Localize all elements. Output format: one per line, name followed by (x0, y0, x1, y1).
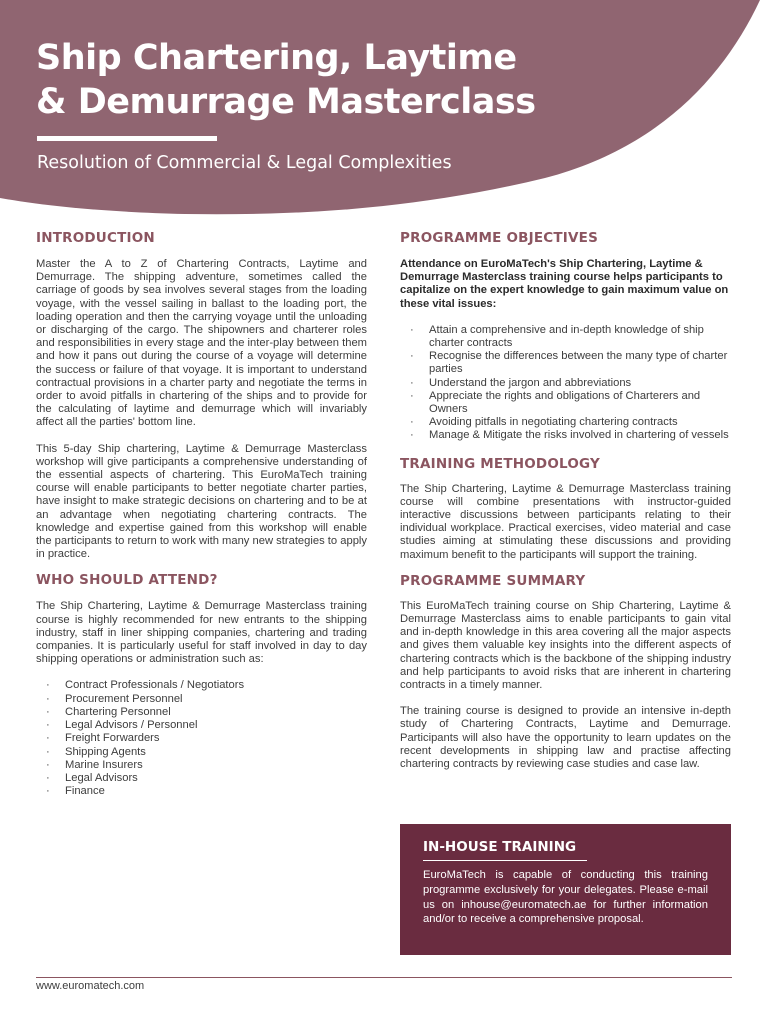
programme-objectives-lead: Attendance on EuroMaTech's Ship Chartering, Laytime & Demurrage Masterclass training course helps participants to capitalize on the expert knowledge to gain maximum value on these vital issues: (400, 258, 729, 310)
title-underline (37, 136, 217, 141)
page-subtitle: Resolution of Commercial & Legal Complexities (37, 153, 452, 173)
training-methodology-paragraph: The Ship Chartering, Laytime & Demurrage Masterclass training course will combine presentations with instructor-guided interactive discussions between participants relating to their individual workplace. Practical exercises, video material and case studies aiming at stimulating these discussions and providing maximum benefit to the participants will support the training. (400, 482, 731, 561)
list-item: · Manage & Mitigate the risks involved in chartering of vessels (400, 429, 731, 442)
who-should-attend-heading: WHO SHOULD ATTEND? (36, 572, 218, 589)
list-item: · Legal Advisors (36, 772, 367, 785)
list-item: · Appreciate the rights and obligations of Charterers and Owners (400, 390, 731, 416)
list-item: · Understand the jargon and abbreviations (400, 377, 731, 390)
introduction-paragraph-1: Master the A to Z of Chartering Contracts, Laytime and Demurrage. The shipping adventure, sometimes called the carriage of goods by sea involves several stages from the loading voyage, with the vessel sailing in ballast to the loading port, the loading operation and then the carrying voyage until the unloading or discharging of the cargo. The shipowners and charterer roles and responsibilities in every stage and the inter-play between them and how it pans out during the course of a voyage will determine the success or failure of that voyage. It is important to understand contractual provisions in a charter party and negotiate the terms in order to avoid pitfalls in chartering of the ships and to provide for the calculating of laytime and demurrage which will invariably affect all the parties' bottom line. (36, 258, 367, 429)
list-item: · Chartering Personnel (36, 706, 367, 719)
inhouse-training-box (400, 824, 731, 955)
who-should-attend-paragraph: The Ship Chartering, Laytime & Demurrage Masterclass training course is highly recommended for new entrants to the shipping industry, staff in liner shipping companies, chartering and trading companies. It is particularly useful for staff involved in day to day shipping operations or administration such as: (36, 600, 367, 666)
programme-summary-heading: PROGRAMME SUMMARY (400, 572, 586, 589)
left-column (36, 229, 367, 798)
training-methodology-heading: TRAINING METHODOLOGY (400, 455, 600, 472)
list-item: · Avoiding pitfalls in negotiating chartering contracts (400, 416, 731, 429)
inhouse-heading-underline (423, 860, 587, 861)
list-item: · Finance (36, 785, 367, 798)
list-item: · Recognise the differences between the many type of charter parties (400, 350, 731, 376)
list-item: · Marine Insurers (36, 759, 367, 772)
programme-objectives-heading: PROGRAMME OBJECTIVES (400, 230, 599, 246)
inhouse-training-text: EuroMaTech is capable of conducting this training programme exclusively for your delegates. Please e-mail us on inhouse@euromatech.ae for further information and/or to receive a comprehensive proposal. (423, 869, 708, 926)
right-column (400, 229, 731, 771)
introduction-paragraph-2: This 5-day Ship chartering, Laytime & Demurrage Masterclass workshop will give participants a comprehensive understanding of the essential aspects of chartering. This EuroMaTech training course will enable participants to better negotiate charter parties, have insight to make strategic decisions on chartering and to be at an advantage when negotiating chartering contracts. The knowledge and expertise gained from this workshop will enable the participants to return to work with many new strategies to apply in practice. (36, 442, 367, 561)
list-item: · Contract Professionals / Negotiators (36, 679, 367, 692)
introduction-heading: INTRODUCTION (36, 230, 155, 246)
title-line-2: & Demurrage Masterclass (36, 82, 536, 122)
list-item: · Procurement Personnel (36, 693, 367, 706)
list-item: · Shipping Agents (36, 746, 367, 759)
inhouse-training-heading: IN-HOUSE TRAINING (423, 839, 577, 855)
list-item: · Freight Forwarders (36, 732, 367, 745)
list-item: · Legal Advisors / Personnel (36, 719, 367, 732)
attendee-list (36, 679, 367, 798)
list-item: · Attain a comprehensive and in-depth knowledge of ship charter contracts (400, 324, 731, 350)
objectives-list (400, 324, 731, 443)
title-line-1: Ship Chartering, Laytime (36, 38, 517, 78)
programme-summary-paragraph-2: The training course is designed to provide an intensive in-depth study of Chartering Contracts, Laytime and Demurrage. Participants will also have the opportunity to learn updates on the recent developments in shipping law and practise affecting chartering contracts by reviewing case studies and case law. (400, 705, 731, 771)
programme-summary-paragraph-1: This EuroMaTech training course on Ship Chartering, Laytime & Demurrage Masterclass aims to enable participants to gain vital and in-depth knowledge in this area covering all the major aspects and gives them valuable key insights into the different aspects of chartering contracts which is the backbone of the shipping industry and help participants to avoid risks that are inherent in chartering contracts in a timely manner. (400, 599, 731, 692)
footer-divider (36, 977, 732, 978)
footer-website-link[interactable]: www.euromatech.com (36, 980, 145, 992)
page-title (36, 36, 656, 124)
